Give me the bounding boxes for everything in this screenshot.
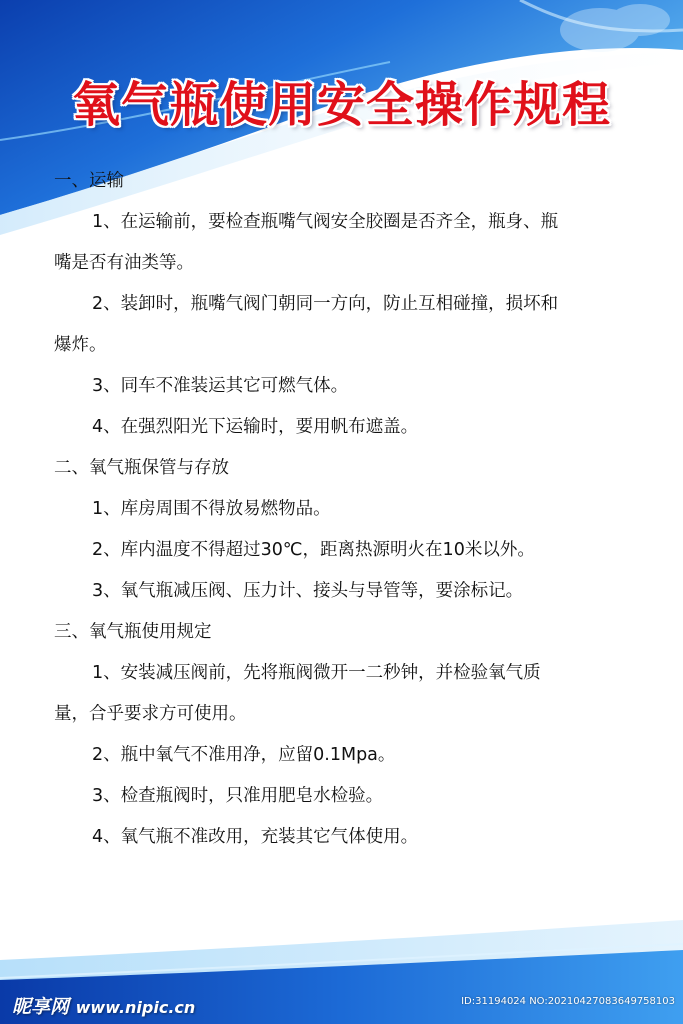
list-item: 1、安装减压阀前，先将瓶阀微开一二秒钟，并检验氧气质	[92, 663, 541, 683]
list-item-continuation: 爆炸。	[54, 335, 107, 355]
list-item: 3、检查瓶阀时，只准用肥皂水检验。	[92, 786, 384, 806]
section-heading-2: 二、氧气瓶保管与存放	[54, 458, 229, 478]
list-item: 2、库内温度不得超过30℃，距离热源明火在10米以外。	[92, 540, 535, 560]
watermark-logo	[12, 992, 195, 1019]
section-heading-3: 三、氧气瓶使用规定	[54, 622, 212, 642]
list-item: 4、在强烈阳光下运输时，要用帆布遮盖。	[92, 417, 419, 437]
list-item-continuation: 嘴是否有油类等。	[54, 253, 194, 273]
list-item: 2、瓶中氧气不准用净，应留0.1Mpa。	[92, 745, 396, 765]
list-item: 4、氧气瓶不准改用，充装其它气体使用。	[92, 827, 419, 847]
watermark-brand: 昵享网	[12, 996, 70, 1018]
list-item: 2、装卸时，瓶嘴气阀门朝同一方向，防止互相碰撞，损坏和	[92, 294, 559, 314]
watermark-url: www.nipic.cn	[75, 998, 196, 1017]
list-item: 3、同车不准装运其它可燃气体。	[92, 376, 349, 396]
page-title: 氧气瓶使用安全操作规程	[71, 77, 611, 133]
section-heading-1: 一、运输	[54, 171, 124, 191]
list-item: 1、在运输前，要检查瓶嘴气阀安全胶圈是否齐全，瓶身、瓶	[92, 212, 559, 232]
image-id-text: ID:31194024 NO:20210427083649758103	[461, 996, 675, 1007]
list-item: 1、库房周围不得放易燃物品。	[92, 499, 331, 519]
list-item: 3、氧气瓶减压阀、压力计、接头与导管等，要涂标记。	[92, 581, 524, 601]
list-item-continuation: 量，合乎要求方可使用。	[54, 704, 247, 724]
